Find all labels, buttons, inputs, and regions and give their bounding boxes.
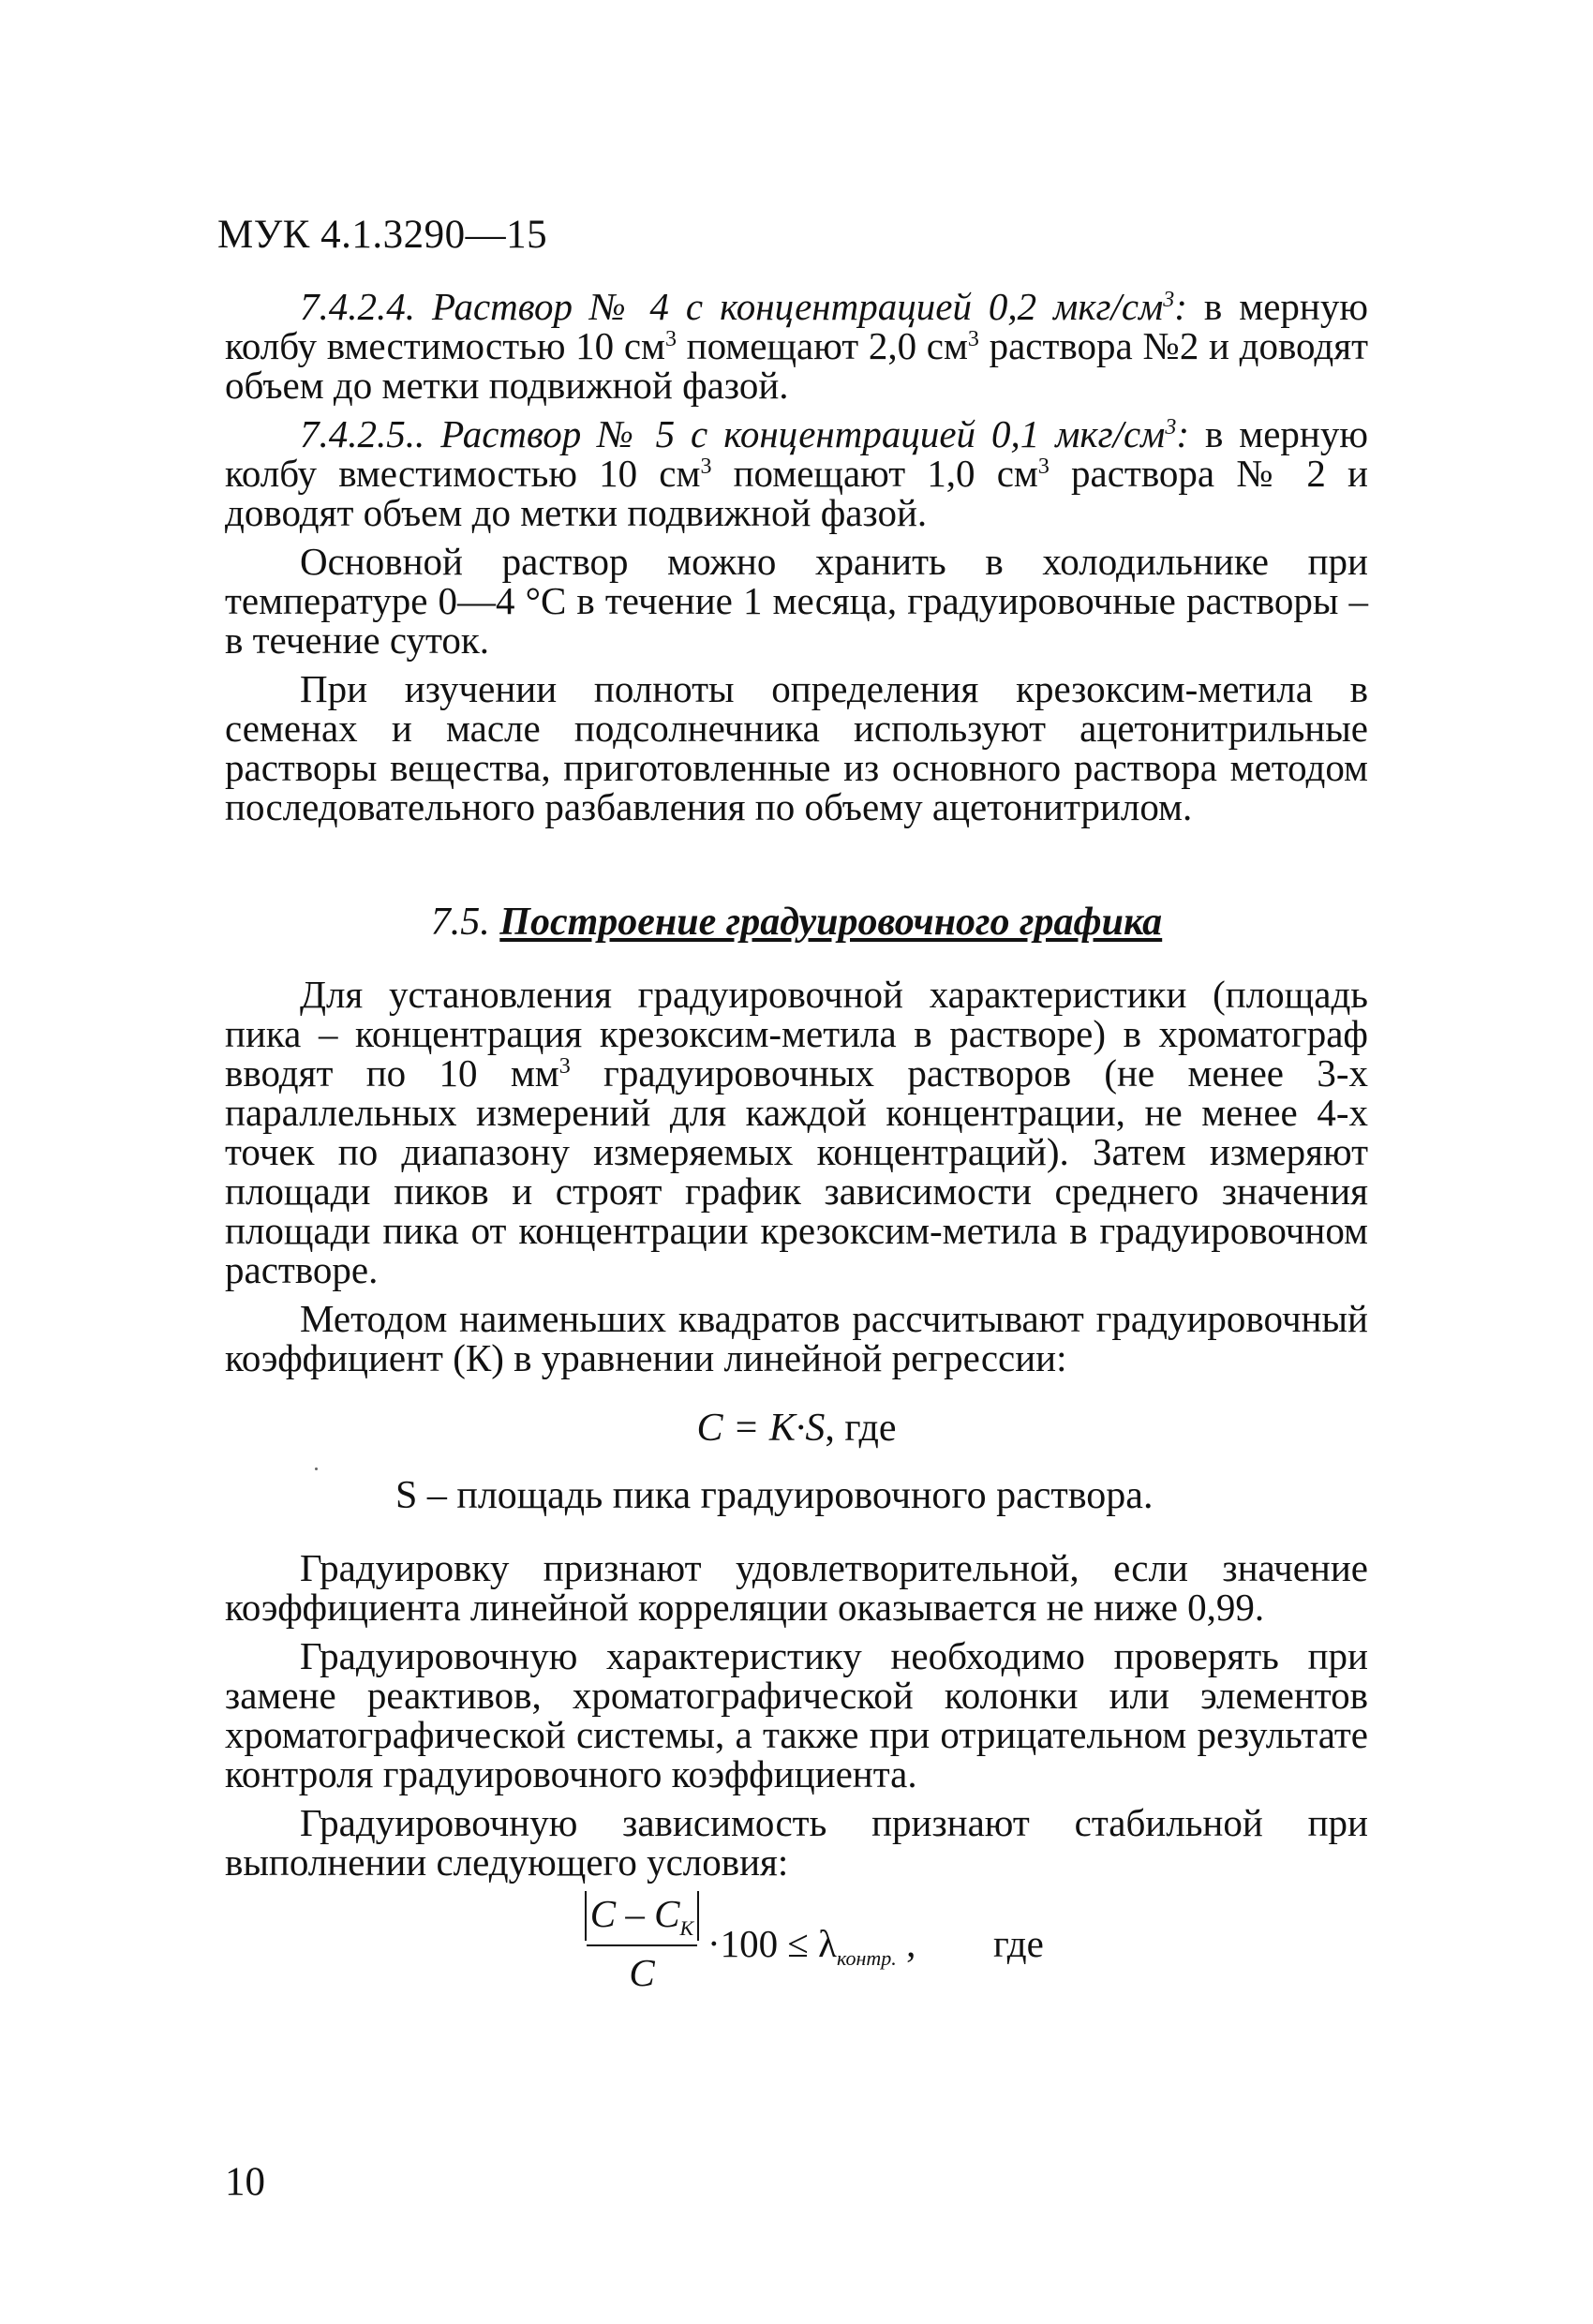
page-number: 10 xyxy=(225,2160,265,2204)
stability-inequality: $\cdot 100 \le \lambda_{контр.}$ , xyxy=(707,1922,916,1971)
paragraph-stability: Градуировочную зависимость признают стабильной при выполнении следующего условия: xyxy=(225,1801,1368,1884)
paragraph-verification: Градуировочную характеристику необходимо проверять при замене реактивов, хроматографической колонки или элементов хроматографической системы, а также при отрицательном результате контроля градуировочного коэффициента. xyxy=(225,1634,1368,1795)
solution-5-title: Раствор № 5 с концентрацией 0,1 мкг/см xyxy=(440,412,1166,455)
paragraph-acceptance: Градуировку признают удовлетворительной, если значение коэффициента линейной корреляции оказывается не ниже 0,99. xyxy=(225,1546,1368,1629)
regression-formula: C = K·S, где xyxy=(696,1407,897,1450)
text-block-middle xyxy=(225,975,1368,1378)
document-code-header: МУК 4.1.3290—15 xyxy=(217,213,548,257)
solution-4-title: Раствор № 4 с концентрацией 0,2 мкг/см xyxy=(432,285,1164,328)
paragraph-recovery: При изучении полноты определения крезоксим-метила в семенах и масле подсолнечника используют ацетонитрильные растворы вещества, приготовленные из основного раствора методом последовательного разбавления по объему ацетонитрилом. xyxy=(225,667,1368,828)
text-block-bottom xyxy=(225,1548,1368,1882)
text-block-top xyxy=(225,287,1368,827)
paragraph-7-4-2-5: 7.4.2.5.. Раствор № 5 с концентрацией 0,1 мкг/$см^3$: в мерную колбу вместимостью 10 $см^3$ помещают 1,0 $см^3$ раствора № 2 и доводят объем до метки подвижной фазой. xyxy=(225,412,1368,534)
paragraph-calibration: Для установления градуировочной характеристики (площадь пика – концентрация крезоксим-метила в растворе) в хроматограф вводят по 10 $мм^3$ градуировочных растворов (не менее 3-х параллельных измерений для каждой концентрации, не менее 4-х точек по диапазону измеряемых концентраций). Затем измеряют площади пиков и строят график зависимости среднего значения площади пика от концентрации крезоксим-метила в градуировочном растворе. xyxy=(225,973,1368,1291)
paragraph-storage: Основной раствор можно хранить в холодильнике при температуре 0—4 °С в течение 1 месяца, градуировочные растворы – в течение суток. xyxy=(225,540,1368,662)
scan-speck xyxy=(315,1467,318,1470)
paragraph-7-4-2-4: 7.4.2.4. Раствор № 4 с концентрацией 0,2 мкг/$см^3$: в мерную колбу вместимостью 10 $см^3$ помещают 2,0 $см^3$ раствора №2 и доводят объем до метки подвижной фазой. xyxy=(225,285,1368,407)
paragraph-least-squares: Методом наименьших квадратов рассчитывают градуировочный коэффициент (К) в уравнении линейной регрессии: xyxy=(225,1297,1368,1379)
stability-formula xyxy=(581,1891,1106,2022)
section-heading: 7.5. Построение градуировочного графика xyxy=(430,901,1163,944)
where-label: где xyxy=(993,1922,1044,1965)
stability-fraction: C – $C_K$ C xyxy=(581,1891,703,1995)
s-definition: S – площадь пика градуировочного раствора. xyxy=(395,1474,1154,1517)
